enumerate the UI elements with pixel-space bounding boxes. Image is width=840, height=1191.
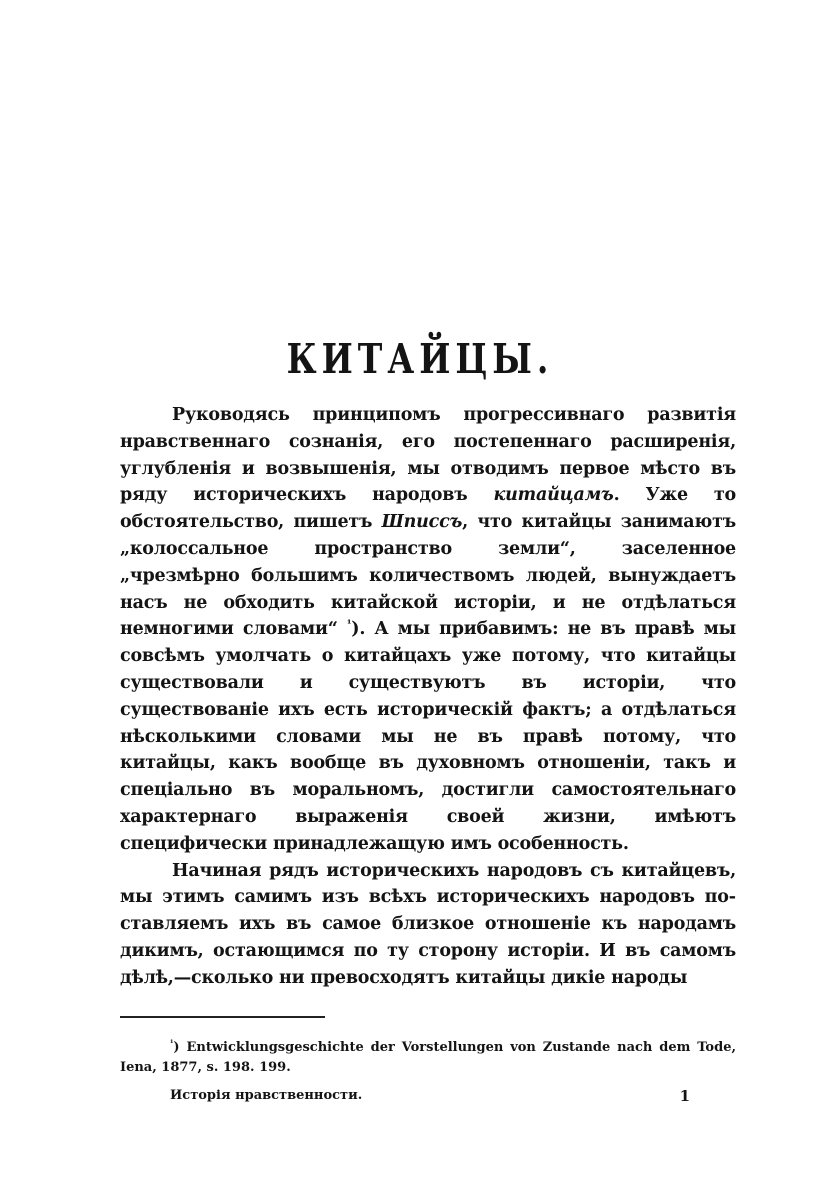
footnote [120,1038,736,1078]
footnote-marker: ¹ [170,1038,174,1048]
text-run: Начиная рядъ историческихъ народовъ съ китайцевъ, мы этимъ самимъ изъ всѣхъ историческихъ народовъ поставляемъ ихъ въ самое близкое отношеніе къ народамъ дикимъ, остающимся по ту сторону исторіи. И въ самомъ дѣлѣ,—сколько ни превосходятъ китайцы дикіе народы [120,860,736,988]
page-number: 1 [679,1087,690,1105]
footnote-divider [120,1016,325,1018]
footnote-reference: ¹ [346,618,352,631]
chapter-title: КИТАЙЦЫ. [286,334,554,383]
paragraph-2 [120,858,736,992]
text-run: ). А мы прибавимъ: не въ правѣ мы совсѣмъ умолчать о китайцахъ уже потому, что китайцы существовали и существуютъ въ исторіи, что существованіе ихъ есть историческій фактъ; а отдѣлаться нѣсколькими словами мы не въ правѣ потому, что китайцы, какъ вообще въ духовномъ отношеніи, такъ и спеціально въ моральномъ, достигли самостоятельнаго характернаго выраженія своей жизни, имѣютъ специфически принадлежащую имъ особенность. [120,619,736,854]
text-run: , что китайцы занимаютъ „колоссальное пространство земли“, заселенное „чрезмѣрно большимъ количествомъ людей, вынуждаетъ насъ не обходить китайской исторіи, и не отдѣлаться немногими словами“ [120,512,736,640]
text-run: Руководясь принципомъ прогрессивнаго развитія нравственнаго сознанія, его постепеннаго расширенія, углубленія и возвышенія, мы отводимъ первое мѣсто въ ряду историческихъ народовъ [120,405,736,506]
text-run: . Уже то обстоятельство, пишетъ [120,485,736,533]
footnote-text: ) Entwicklungsgeschichte der Vorstellungen von Zustande nach dem Tode, Iena, 1877, s. 198. 199. [120,1040,736,1075]
signature-mark: Исторія нравственности. [170,1088,363,1103]
body-text [120,402,736,992]
paragraph-1 [120,402,736,858]
italic-name-spiess: Шписсъ [381,512,463,533]
italic-name-chinese: китайцамъ [493,485,614,506]
